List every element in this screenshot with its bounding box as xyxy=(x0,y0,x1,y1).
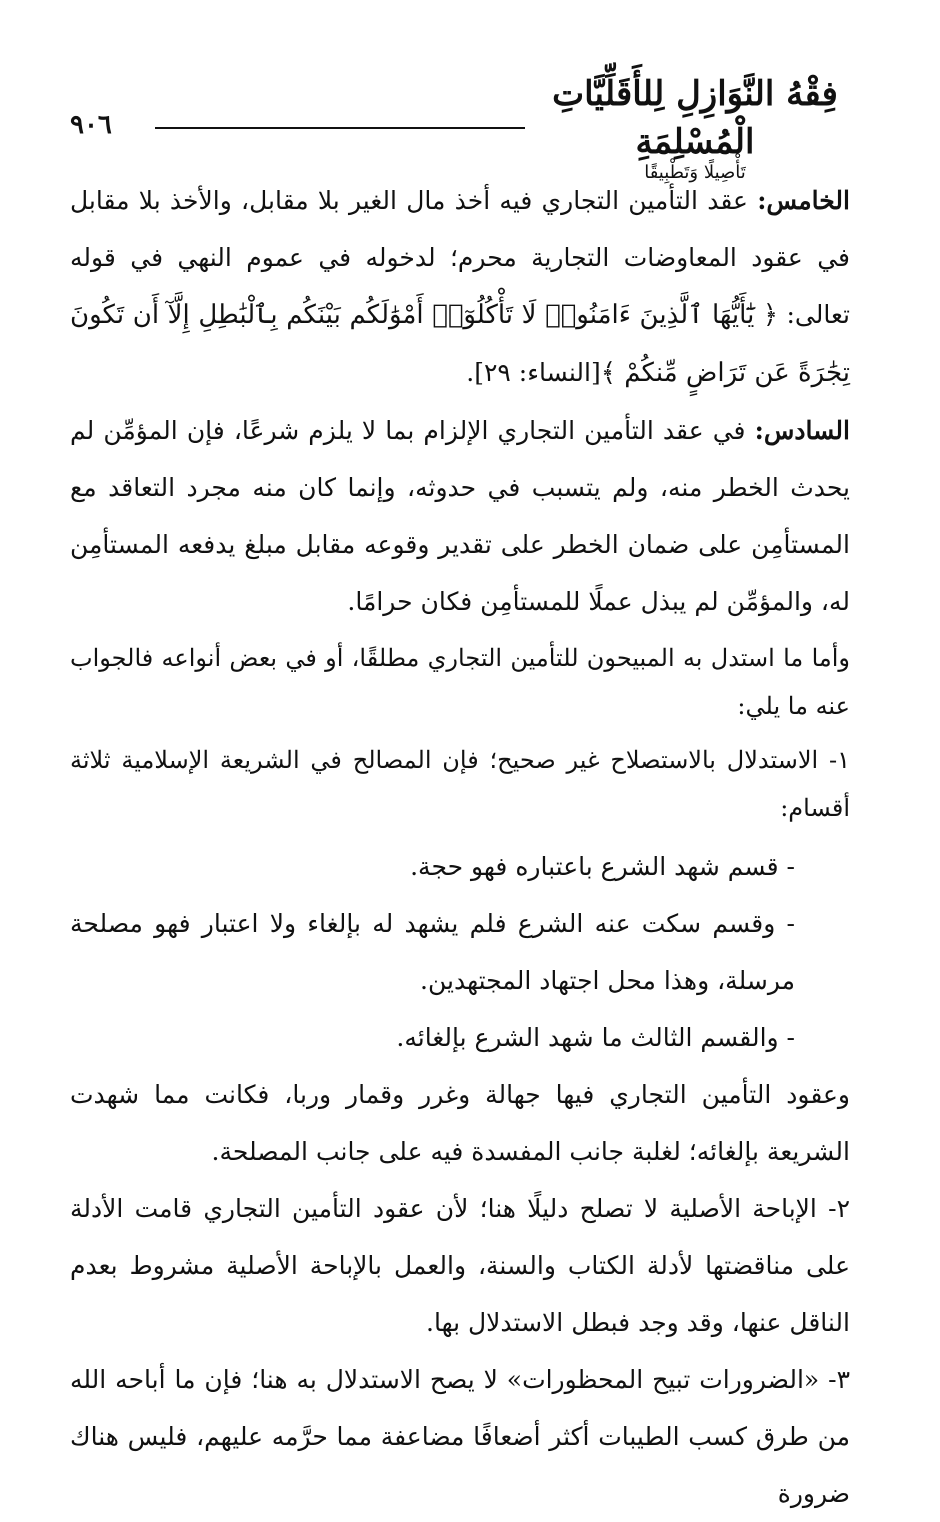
paragraph-sixth xyxy=(70,402,850,630)
paragraph-label: الخامس: xyxy=(757,186,850,215)
paragraph-text: في عقد التأمين التجاري الإلزام بما لا يلزم شرعًا، فإن المؤمِّن لم يحدث الخطر منه، ولم يتسبب في حدوثه، وإنما كان منه مجرد التعاقد مع المستأمِن على ضمان الخطر على تقدير وقوعه مقابل مبلغ يدفعه المستأمِن له، والمؤمِّن لم يبذل عملًا للمستأمِن فكان حرامًا. xyxy=(70,416,850,616)
paragraph-text: وعقود التأمين التجاري فيها جهالة وغرر وقمار وربا، فكانت مما شهدت الشريعة بإلغائه؛ لغلبة جانب المفسدة فيه على جانب المصلحة. xyxy=(70,1080,850,1166)
list-item-3: ٣- «الضرورات تبيح المحظورات» لا يصح الاستدلال به هنا؛ فإن ما أباحه الله من طرق كسب الطيبات أكثر أضعافًا مضاعفة مما حرَّمه عليهم، فليس هناك ضرورة xyxy=(70,1365,850,1508)
sub-item: - والقسم الثالث ما شهد الشرع بإلغائه. xyxy=(396,1023,795,1052)
verse-reference: [النساء: ٢٩]. xyxy=(466,358,601,387)
book-title: فِقْهُ النَّوَازِلِ لِلأَقَلِّيَّاتِ الْمُسْلِمَةِ xyxy=(552,74,838,162)
paragraph-text: عقد التأمين التجاري فيه أخذ مال الغير بلا مقابل، والأخذ بلا مقابل في عقود المعاوضات التجارية محرم؛ لدخوله في عموم النهي في قوله تعالى: xyxy=(70,186,850,329)
page-body xyxy=(70,172,850,1522)
page-header xyxy=(70,70,860,183)
list-item-1: ١- الاستدلال بالاستصلاح غير صحيح؛ فإن المصالح في الشريعة الإسلامية ثلاثة أقسام: xyxy=(70,746,850,822)
paragraph-label: السادس: xyxy=(754,416,850,445)
paragraph-intro: وأما ما استدل به المبيحون للتأمين التجاري مطلقًا، أو في بعض أنواعه فالجواب عنه ما يلي: xyxy=(70,644,850,720)
quran-verse: ﴿ يَٰٓأَيُّهَا ٱلَّذِينَ ءَامَنُوا۟ لَا تَأْكُلُوٓا۟ أَمْوَٰلَكُم بَيْنَكُم بِٱلْبَٰطِلِ إِلَّآ أَن تَكُونَ تِجَٰرَةً عَن تَرَاضٍ مِّنكُمْ ﴾ xyxy=(70,300,850,388)
book-title-logo xyxy=(530,70,860,183)
paragraph-fifth xyxy=(70,172,850,402)
book-subtitle: تَأْصِيلًا وَتَطْبِيقًا xyxy=(644,162,746,183)
list-item-2: ٢- الإباحة الأصلية لا تصلح دليلًا هنا؛ لأن عقود التأمين التجاري قامت الأدلة على مناقضتها لأدلة الكتاب والسنة، والعمل بالإباحة الأصلية مشروط بعدم الناقل عنها، وقد وجد فبطل الاستدلال بها. xyxy=(70,1194,850,1337)
sub-item: - وقسم سكت عنه الشرع فلم يشهد له بإلغاء ولا اعتبار فهو مصلحة مرسلة، وهذا محل اجتهاد المجتهدين. xyxy=(70,909,795,995)
header-rule xyxy=(155,127,525,129)
sub-item: - قسم شهد الشرع باعتباره فهو حجة. xyxy=(410,852,795,881)
page-number: ٩٠٦ xyxy=(70,110,112,140)
